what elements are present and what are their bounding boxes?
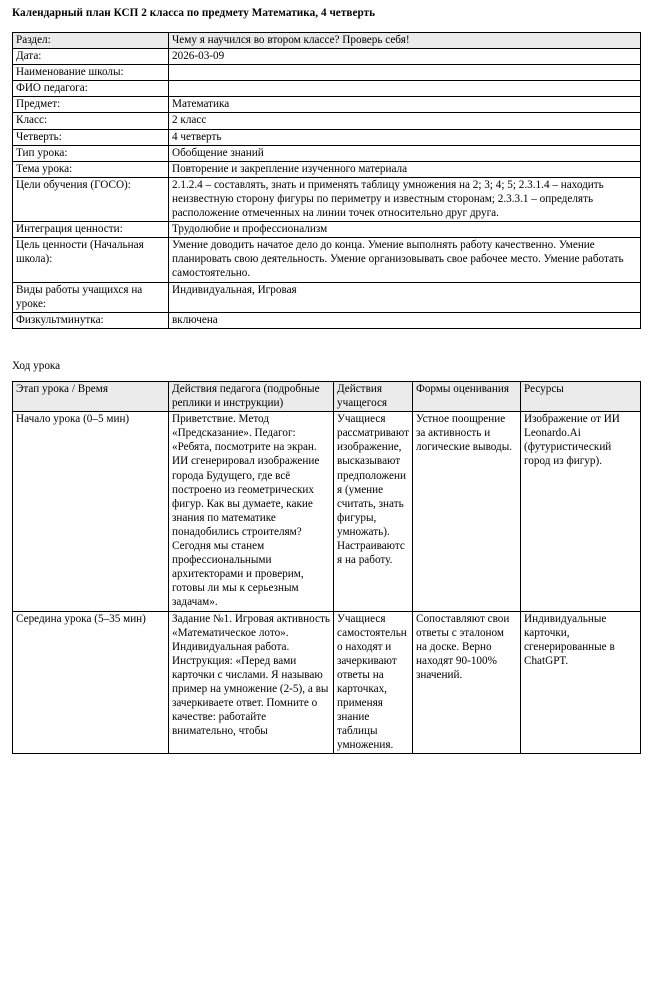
- metadata-row: [13, 129, 641, 145]
- metadata-key: Виды работы учащихся на уроке:: [13, 282, 169, 312]
- metadata-key: Тип урока:: [13, 145, 169, 161]
- flow-table-row: [13, 611, 641, 754]
- metadata-row: [13, 145, 641, 161]
- metadata-row: [13, 81, 641, 97]
- metadata-key: Цели обучения (ГОСО):: [13, 177, 169, 221]
- metadata-value: Индивидуальная, Игровая: [169, 282, 641, 312]
- metadata-key: Четверть:: [13, 129, 169, 145]
- metadata-row: [13, 113, 641, 129]
- metadata-key: Класс:: [13, 113, 169, 129]
- flow-column-header: Формы оценивания: [413, 382, 521, 412]
- metadata-key: Наименование школы:: [13, 65, 169, 81]
- lesson-flow-table: [12, 381, 641, 754]
- metadata-value: [169, 81, 641, 97]
- metadata-value: [169, 65, 641, 81]
- metadata-value: Трудолюбие и профессионализм: [169, 222, 641, 238]
- metadata-value: Умение доводить начатое дело до конца. Умение выполнять работу качественно. Умение планировать свою деятельность. Умение организовывать свое рабочее место. Умение работать самостоятельно.: [169, 238, 641, 282]
- flow-table-row: [13, 412, 641, 611]
- metadata-value: 2 класс: [169, 113, 641, 129]
- metadata-value: Обобщение знаний: [169, 145, 641, 161]
- lesson-metadata-table: [12, 32, 641, 329]
- flow-column-header: Ресурсы: [521, 382, 641, 412]
- flow-column-header: Действия педагога (подробные реплики и инструкции): [169, 382, 334, 412]
- metadata-value: 2.1.2.4 – составлять, знать и применять таблицу умножения на 2; 3; 4; 5; 2.3.1.4 – находить неизвестную сторону фигуры по периметру и известным сторонам; 2.3.3.1 – определять расположение отмеченных на линии точек относительно друг друга.: [169, 177, 641, 221]
- flow-column-header: Этап урока / Время: [13, 382, 169, 412]
- metadata-row: [13, 161, 641, 177]
- metadata-row: [13, 97, 641, 113]
- flow-stage: Начало урока (0–5 мин): [13, 412, 169, 611]
- metadata-row: [13, 49, 641, 65]
- flow-assessment: Устное поощрение за активность и логические выводы.: [413, 412, 521, 611]
- flow-table-header: [13, 382, 641, 412]
- metadata-row: [13, 222, 641, 238]
- flow-column-header: Действия учащегося: [334, 382, 413, 412]
- metadata-key: Дата:: [13, 49, 169, 65]
- flow-header-row: [13, 382, 641, 412]
- metadata-value: Математика: [169, 97, 641, 113]
- metadata-key: ФИО педагога:: [13, 81, 169, 97]
- metadata-key: Раздел:: [13, 33, 169, 49]
- flow-student-actions: Учащиеся самостоятельно находят и зачеркивают ответы на карточках, применяя знание таблицы умножения.: [334, 611, 413, 754]
- flow-table-body: [13, 412, 641, 754]
- metadata-row: [13, 65, 641, 81]
- metadata-value: Чему я научился во втором классе? Проверь себя!: [169, 33, 641, 49]
- flow-stage: Середина урока (5–35 мин): [13, 611, 169, 754]
- flow-teacher-actions: Задание №1. Игровая активность «Математическое лото». Индивидуальная работа. Инструкция: «Перед вами карточки с числами. Я называю пример на умножение (2-5), а вы зачеркиваете ответ. Помните о качестве: работайте внимательно, чтобы: [169, 611, 334, 754]
- metadata-key: Интеграция ценности:: [13, 222, 169, 238]
- lesson-flow-label: Ход урока: [12, 360, 61, 372]
- metadata-key: Физкультминутка:: [13, 312, 169, 328]
- page-title: Календарный план КСП 2 класса по предмету Математика, 4 четверть: [12, 7, 376, 19]
- metadata-value: Повторение и закрепление изученного материала: [169, 161, 641, 177]
- metadata-key: Цель ценности (Начальная школа):: [13, 238, 169, 282]
- metadata-rows: [13, 33, 641, 329]
- flow-resources: Индивидуальные карточки, сгенерированные в ChatGPT.: [521, 611, 641, 754]
- metadata-row: [13, 282, 641, 312]
- metadata-value: включена: [169, 312, 641, 328]
- metadata-row: [13, 177, 641, 221]
- metadata-key: Тема урока:: [13, 161, 169, 177]
- flow-assessment: Сопоставляют свои ответы с эталоном на доске. Верно находят 90-100% значений.: [413, 611, 521, 754]
- metadata-key: Предмет:: [13, 97, 169, 113]
- metadata-row: [13, 312, 641, 328]
- flow-student-actions: Учащиеся рассматривают изображение, высказывают предположения (умение считать, знать фигуры, умножать). Настраиваются на работу.: [334, 412, 413, 611]
- flow-teacher-actions: Приветствие. Метод «Предсказание». Педагог: «Ребята, посмотрите на экран. ИИ сгенерировал изображение города Будущего, где всё построено из геометрических фигур. Как вы думаете, какие знания по математике понадобились строителям? Сегодня мы станем профессиональными архитекторами и проверим, готовы ли мы к серьезным задачам».: [169, 412, 334, 611]
- metadata-row: [13, 33, 641, 49]
- metadata-value: 2026-03-09: [169, 49, 641, 65]
- flow-resources: Изображение от ИИ Leonardo.Ai (футуристический город из фигур).: [521, 412, 641, 611]
- metadata-value: 4 четверть: [169, 129, 641, 145]
- metadata-row: [13, 238, 641, 282]
